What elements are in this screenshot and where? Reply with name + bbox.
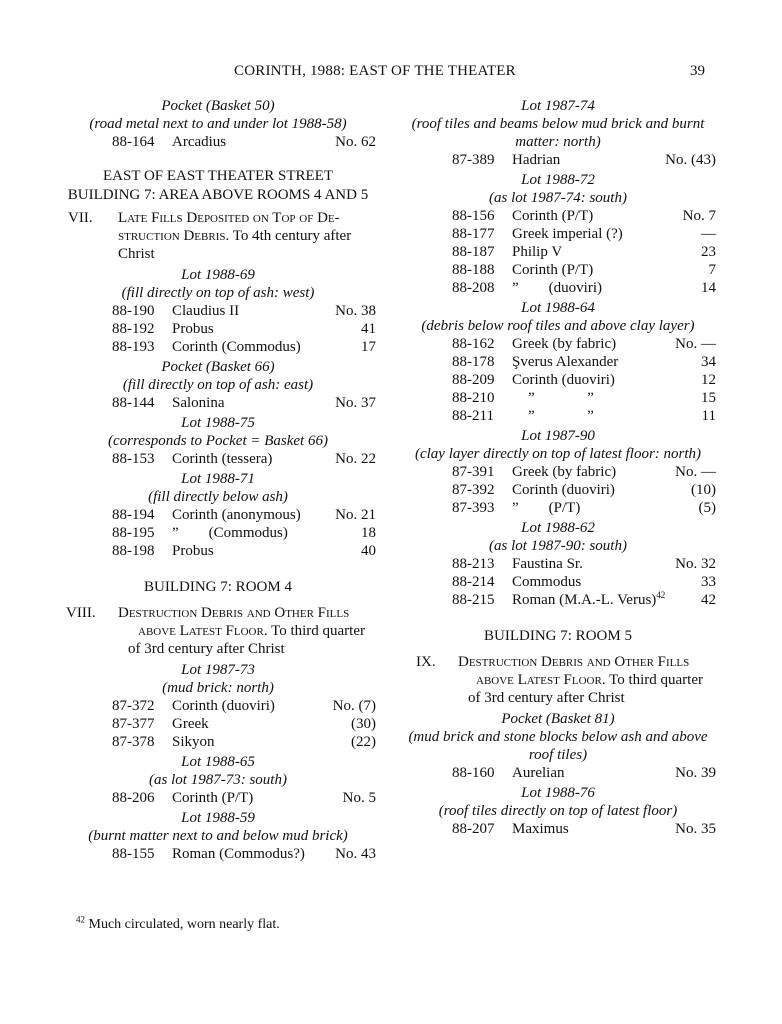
group-description: (roof tiles and beams below mud brick and burnt <box>411 116 705 132</box>
coin-name: Greek (by fabric) <box>512 336 617 352</box>
coin-name: Commodus <box>512 574 582 590</box>
group-description: roof tiles) <box>528 747 588 763</box>
right-column <box>400 97 716 838</box>
section-heading <box>60 167 376 205</box>
catalogue-number: No. 39 <box>675 765 716 781</box>
catalogue-number: No. (43) <box>665 152 716 168</box>
inventory-number: 88-188 <box>452 262 495 278</box>
footnote <box>76 916 280 934</box>
coin-row <box>400 371 716 389</box>
coin-row <box>60 394 376 412</box>
catalogue-number: No. 22 <box>335 451 376 467</box>
group-description: (road metal next to and under lot 1988-58) <box>89 116 347 132</box>
group-description: (as lot 1987-90: south) <box>489 538 627 554</box>
catalogue-number: No. 7 <box>682 208 716 224</box>
group-description: (mud brick: north) <box>162 680 274 696</box>
catalogue-number: 42 <box>701 592 716 608</box>
coin-name: Corinth (P/T) <box>512 262 594 278</box>
coin-row <box>400 225 716 243</box>
coin-row <box>400 151 716 169</box>
inventory-number: 88-156 <box>452 208 495 224</box>
group-description: (burnt matter next to and below mud brick) <box>88 828 348 844</box>
section-text-line: of 3rd century after Christ <box>128 641 285 657</box>
catalogue-number: (22) <box>351 734 376 750</box>
heading-line: BUILDING 7: AREA ABOVE ROOMS 4 AND 5 <box>67 187 369 203</box>
group-description: (fill directly below ash) <box>148 489 288 505</box>
inventory-number: 87-391 <box>452 464 495 480</box>
inventory-number: 88-209 <box>452 372 495 388</box>
catalogue-number: 23 <box>701 244 716 260</box>
coin-name: Sikyon <box>172 734 215 750</box>
section-text-part: above Latest Floor. <box>476 672 606 688</box>
coin-row <box>400 764 716 782</box>
group-title: Pocket (Basket 66) <box>161 359 275 375</box>
section-heading: BUILDING 7: ROOM 4 <box>144 579 292 595</box>
group-lot-1987-73 <box>60 661 376 751</box>
left-column <box>60 97 376 863</box>
group-title: Lot 1988-59 <box>181 810 255 826</box>
group-description: (clay layer directly on top of latest floor: north) <box>414 446 702 462</box>
group-title: Lot 1988-76 <box>521 785 595 801</box>
coin-name: ” ” <box>528 408 594 424</box>
inventory-number: 88-153 <box>112 451 155 467</box>
group-title: Lot 1988-72 <box>521 172 595 188</box>
section-number: VII. <box>68 210 93 226</box>
coin-name: Aurelian <box>512 765 565 781</box>
inventory-number: 88-144 <box>112 395 155 411</box>
footnote-reference: 42 <box>656 590 666 600</box>
coin-row <box>60 789 376 807</box>
coin-name: Faustina Sr. <box>512 556 583 572</box>
inventory-number: 88-211 <box>452 408 494 424</box>
group-lot-1988-62 <box>400 519 716 609</box>
footnote-text: Much circulated, worn nearly flat. <box>85 917 280 932</box>
group-description: (corresponds to Pocket = Basket 66) <box>108 433 328 449</box>
section-text-part: To 4th century after <box>229 228 352 244</box>
inventory-number: 88-208 <box>452 280 495 296</box>
group-title: Pocket (Basket 50) <box>161 98 275 114</box>
coin-name: ” ” <box>528 390 594 406</box>
group-description: (roof tiles directly on top of latest floor) <box>438 803 678 819</box>
catalogue-number: No. — <box>675 464 716 480</box>
coin-name: Corinth (P/T) <box>512 208 594 224</box>
group-lot-1988-76 <box>400 784 716 838</box>
group-title: Lot 1988-65 <box>181 754 255 770</box>
coin-name: ” (P/T) <box>512 500 581 516</box>
coin-name: Salonina <box>172 395 225 411</box>
coin-row <box>60 320 376 338</box>
section-text-part: struction Debris. <box>118 228 230 244</box>
catalogue-number: 33 <box>701 574 716 590</box>
coin-name: Roman (Commodus?) <box>172 846 305 862</box>
catalogue-number: No. 32 <box>675 556 716 572</box>
inventory-number: 87-393 <box>452 500 495 516</box>
catalogue-number: — <box>701 226 716 242</box>
coin-row <box>400 243 716 261</box>
group-pocket-basket-50 <box>60 97 376 151</box>
section-text-line <box>118 622 376 640</box>
group-title: Lot 1987-73 <box>181 662 255 678</box>
group-title: Lot 1988-71 <box>181 471 255 487</box>
coin-name: Maximus <box>512 821 569 837</box>
catalogue-number: 18 <box>361 525 376 541</box>
catalogue-number: (10) <box>691 482 716 498</box>
coin-row <box>400 573 716 591</box>
group-lot-1988-71 <box>60 470 376 560</box>
coin-row <box>60 133 376 151</box>
group-description: (debris below roof tiles and above clay layer) <box>421 318 695 334</box>
catalogue-number: (30) <box>351 716 376 732</box>
inventory-number: 88-193 <box>112 339 155 355</box>
coin-row <box>60 845 376 863</box>
coin-name: Corinth (duoviri) <box>512 372 615 388</box>
inventory-number: 87-377 <box>112 716 155 732</box>
coin-row <box>400 279 716 297</box>
inventory-number: 88-192 <box>112 321 155 337</box>
inventory-number: 88-160 <box>452 765 495 781</box>
coin-name: Hadrian <box>512 152 561 168</box>
coin-row <box>400 481 716 499</box>
section-number: VIII. <box>66 605 96 621</box>
deposit-section-vii <box>60 209 376 263</box>
group-lot-1988-59 <box>60 809 376 863</box>
deposit-section-viii <box>60 604 376 658</box>
coin-row <box>400 820 716 838</box>
catalogue-number: 34 <box>701 354 716 370</box>
section-text-part: To third quarter <box>267 623 365 639</box>
coin-name: Claudius II <box>172 303 240 319</box>
inventory-number: 88-164 <box>112 134 155 150</box>
group-title: Lot 1987-90 <box>521 428 595 444</box>
section-heading: BUILDING 7: ROOM 5 <box>484 628 632 644</box>
group-title: Lot 1988-64 <box>521 300 595 316</box>
group-lot-1988-75 <box>60 414 376 468</box>
catalogue-number: No. 62 <box>335 134 376 150</box>
coin-name: Probus <box>172 543 214 559</box>
coin-row <box>60 506 376 524</box>
group-description: (fill directly on top of ash: east) <box>122 377 314 393</box>
group-pocket-basket-66 <box>60 358 376 412</box>
group-description: matter: north) <box>515 134 601 150</box>
inventory-number: 88-207 <box>452 821 495 837</box>
coin-row <box>60 715 376 733</box>
catalogue-number: No. 35 <box>675 821 716 837</box>
catalogue-number: 40 <box>361 543 376 559</box>
catalogue-number: No. (7) <box>332 698 376 714</box>
catalogue-number: 17 <box>361 339 376 355</box>
inventory-number: 88-214 <box>452 574 495 590</box>
catalogue-number: No. 37 <box>335 395 376 411</box>
group-description: (mud brick and stone blocks below ash and above <box>408 729 708 745</box>
section-number: IX. <box>416 654 436 670</box>
inventory-number: 88-194 <box>112 507 155 523</box>
coin-row <box>60 733 376 751</box>
catalogue-number: 15 <box>701 390 716 406</box>
group-pocket-basket-81 <box>400 710 716 782</box>
footnote-mark: 42 <box>76 914 85 925</box>
group-lot-1988-69 <box>60 266 376 356</box>
coin-name-with-note <box>512 591 665 609</box>
inventory-number: 88-190 <box>112 303 155 319</box>
group-lot-1988-65 <box>60 753 376 807</box>
running-head-title: CORINTH, 1988: EAST OF THE THEATER <box>234 63 516 79</box>
heading-line: EAST OF EAST THEATER STREET <box>102 168 334 184</box>
coin-row <box>60 697 376 715</box>
coin-name: Roman (M.A.-L. Verus) <box>512 592 657 608</box>
coin-row <box>60 542 376 560</box>
coin-name: ” (Commodus) <box>172 525 288 541</box>
section-text-line: Destruction Debris and Other Fills <box>458 654 690 670</box>
catalogue-number: No. 21 <box>335 507 376 523</box>
group-title: Lot 1988-69 <box>181 267 255 283</box>
coin-row <box>60 524 376 542</box>
coin-row <box>400 463 716 481</box>
inventory-number: 88-206 <box>112 790 155 806</box>
coin-name: Arcadius <box>172 134 227 150</box>
coin-name: Greek (by fabric) <box>512 464 617 480</box>
coin-row <box>400 207 716 225</box>
page-number: 39 <box>690 63 705 79</box>
inventory-number: 88-210 <box>452 390 495 406</box>
catalogue-number: No. — <box>675 336 716 352</box>
section-text-line: Destruction Debris and Other Fills <box>118 605 350 621</box>
coin-row <box>400 407 716 425</box>
group-lot-1988-64 <box>400 299 716 425</box>
catalogue-number: 14 <box>701 280 716 296</box>
section-text-line: Late Fills Deposited on Top of De- <box>118 210 340 226</box>
coin-name: Greek imperial (?) <box>512 226 623 242</box>
coin-name: Corinth (anonymous) <box>172 507 301 523</box>
catalogue-number: 12 <box>701 372 716 388</box>
coin-row <box>400 261 716 279</box>
inventory-number: 87-392 <box>452 482 495 498</box>
inventory-number: 88-162 <box>452 336 495 352</box>
group-lot-1987-74 <box>400 97 716 169</box>
coin-name: Corinth (duoviri) <box>512 482 615 498</box>
section-text-line: Christ <box>118 246 155 262</box>
inventory-number: 88-177 <box>452 226 495 242</box>
inventory-number: 87-372 <box>112 698 155 714</box>
coin-name: Philip V <box>512 244 563 260</box>
coin-row <box>400 555 716 573</box>
coin-name: Corinth (tessera) <box>172 451 273 467</box>
inventory-number: 88-155 <box>112 846 155 862</box>
coin-name: Corinth (duoviri) <box>172 698 275 714</box>
inventory-number: 88-178 <box>452 354 495 370</box>
catalogue-number: 41 <box>361 321 376 337</box>
coin-name: Corinth (P/T) <box>172 790 254 806</box>
inventory-number: 87-378 <box>112 734 155 750</box>
group-title: Lot 1988-75 <box>181 415 255 431</box>
coin-row <box>400 335 716 353</box>
coin-name: ” (duoviri) <box>512 280 602 296</box>
coin-row <box>400 499 716 517</box>
catalogue-number: No. 38 <box>335 303 376 319</box>
section-text-part: To third quarter <box>605 672 703 688</box>
section-text-line <box>118 227 376 245</box>
coin-row <box>400 591 716 609</box>
catalogue-number: No. 43 <box>335 846 376 862</box>
section-text-part: above Latest Floor. <box>138 623 268 639</box>
coin-name: Corinth (Commodus) <box>172 339 301 355</box>
deposit-section-ix <box>400 653 716 707</box>
coin-row <box>400 389 716 407</box>
group-description: (fill directly on top of ash: west) <box>121 285 315 301</box>
coin-name: Greek <box>172 716 209 732</box>
coin-row <box>60 450 376 468</box>
section-text-line: of 3rd century after Christ <box>468 690 625 706</box>
group-lot-1987-90 <box>400 427 716 517</box>
coin-name: Şverus Alexander <box>512 354 619 370</box>
group-title: Lot 1987-74 <box>521 98 595 114</box>
catalogue-number: (5) <box>698 500 716 516</box>
inventory-number: 88-187 <box>452 244 495 260</box>
inventory-number: 88-215 <box>452 592 495 608</box>
coin-name: Probus <box>172 321 214 337</box>
catalogue-number: 11 <box>701 408 716 424</box>
group-lot-1988-72 <box>400 171 716 297</box>
inventory-number: 87-389 <box>452 152 495 168</box>
group-description: (as lot 1987-74: south) <box>489 190 627 206</box>
coin-row <box>60 302 376 320</box>
coin-row <box>400 353 716 371</box>
group-description: (as lot 1987-73: south) <box>149 772 287 788</box>
group-title: Lot 1988-62 <box>521 520 595 536</box>
inventory-number: 88-213 <box>452 556 495 572</box>
inventory-number: 88-198 <box>112 543 155 559</box>
section-text-line <box>458 671 716 689</box>
coin-row <box>60 338 376 356</box>
inventory-number: 88-195 <box>112 525 155 541</box>
catalogue-number: 7 <box>708 262 716 278</box>
catalogue-number: No. 5 <box>342 790 376 806</box>
group-title: Pocket (Basket 81) <box>501 711 615 727</box>
